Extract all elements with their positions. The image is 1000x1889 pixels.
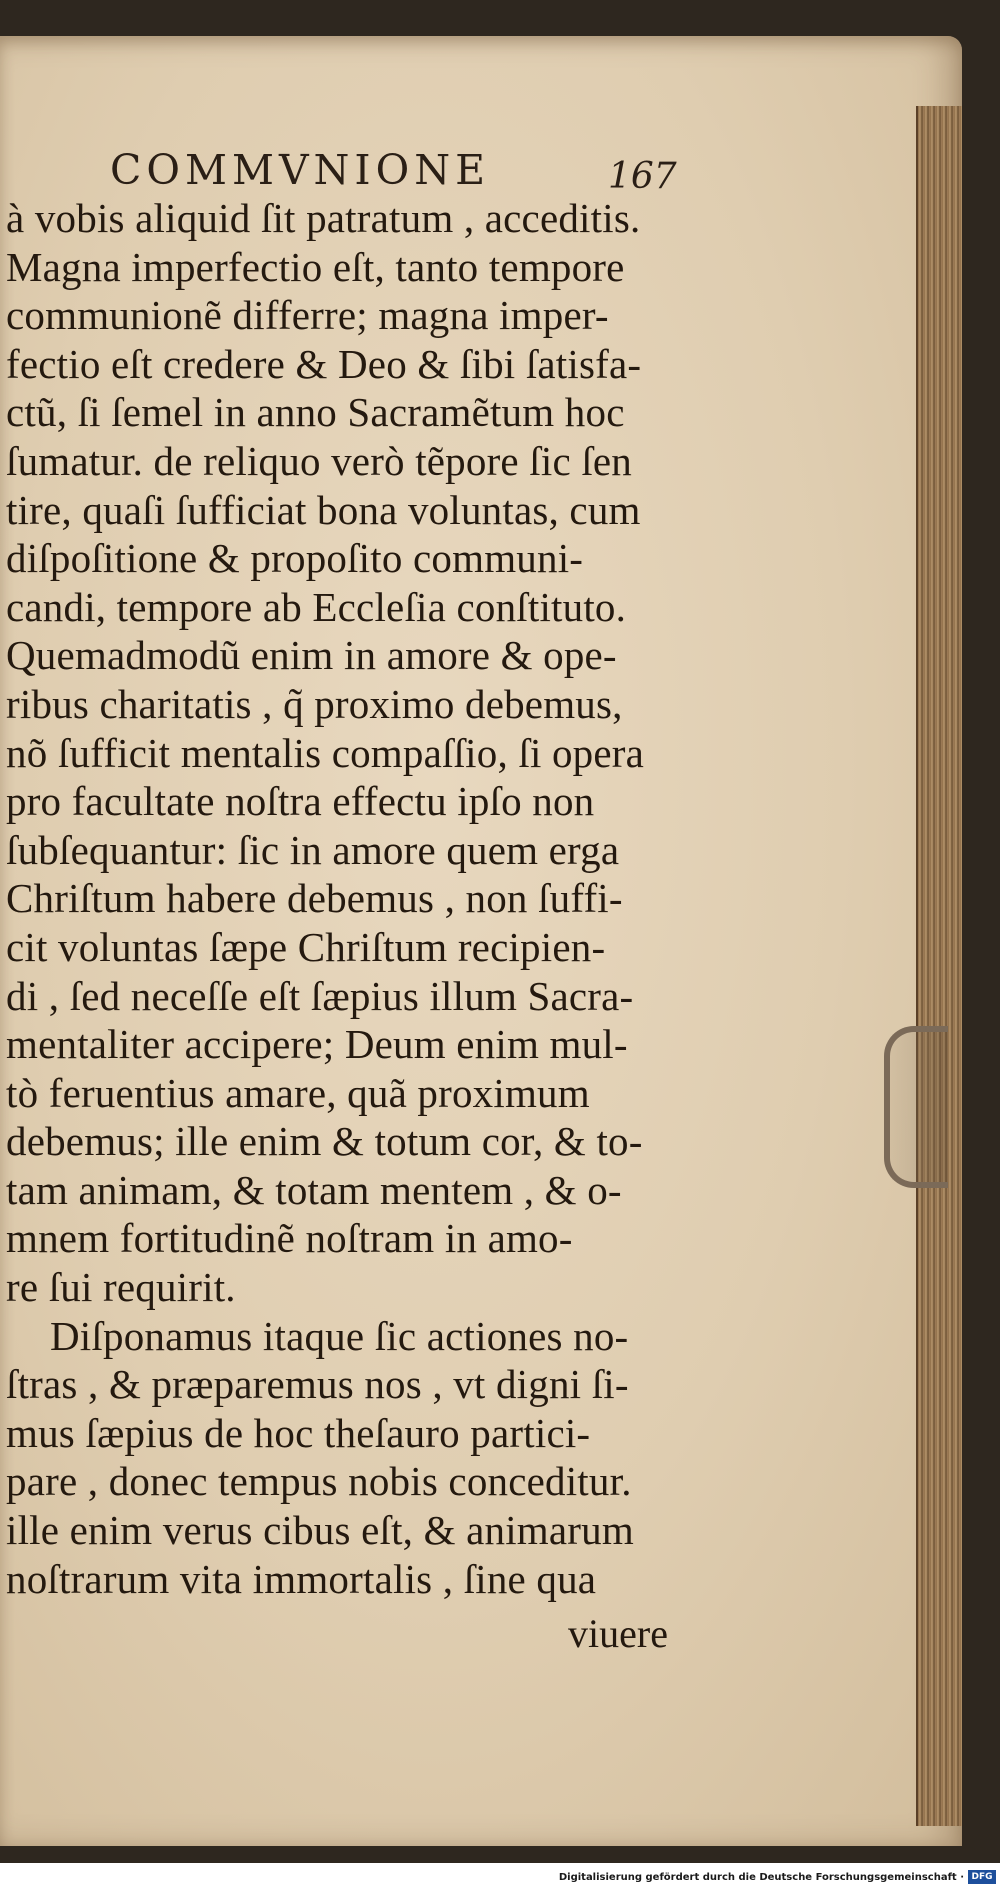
text-line: communionẽ differre; magna imper- [6,292,609,339]
text-line: tam animam, & totam mentem , & o- [6,1166,622,1213]
text-line: ſtras , & præparemus nos , vt digni ſi- [6,1361,629,1408]
text-line: Magna imperfectio eſt, tanto tempore [6,243,625,290]
text-line: à vobis aliquid ſit patratum , acceditis. [6,195,641,241]
text-line: nõ ſufficit mentalis compaſſio, ſi opera [6,729,645,776]
body-text [6,194,706,1603]
text-line: mnem fortitudinẽ noſtram in amo- [6,1215,573,1262]
text-line: re ſui requirit. [6,1264,236,1311]
book-page [0,36,962,1846]
book-clasp [884,1026,948,1188]
text-line: ctũ, ſi ſemel in anno Sacramẽtum hoc [6,389,625,436]
text-line: ſumatur. de reliquo verò tẽpore ſic ſen [6,437,633,484]
footer-bar [0,1863,1000,1889]
funding-credit: Digitalisierung gefördert durch die Deutsche Forschungsgemeinschaft · [558,1872,964,1883]
text-line: mentaliter accipere; Deum enim mul- [6,1021,628,1068]
text-line: pro facultate noſtra effectu ipſo non [6,778,595,825]
text-line: candi, tempore ab Eccleſia conſtituto. [6,583,627,630]
text-line: pare , donec tempus nobis conceditur. [6,1458,632,1505]
text-line: tò feruentius amare, quã proximum [6,1069,590,1116]
text-line: diſpoſitione & propoſito communi- [6,535,584,582]
text-line: debemus; ille enim & totum cor, & to- [6,1118,643,1165]
text-line: tire, quaſi ſufficiat bona voluntas, cum [6,486,641,533]
running-head: COMMVNIONE [110,146,491,194]
text-line: cit voluntas ſæpe Chriſtum recipien- [6,923,606,970]
text-line: di , ſed neceſſe eſt ſæpius illum Sacra- [6,972,634,1019]
text-line: Quemadmodũ enim in amore & ope- [6,632,617,679]
text-line: noſtrarum vita immortalis , ſine qua [6,1555,597,1602]
text-line: ribus charitatis , q̃ proximo debemus, [6,680,623,727]
text-line: ille enim verus cibus eſt, & animarum [6,1507,634,1554]
text-line: fectio eſt credere & Deo & ſibi ſatisfa- [6,340,642,387]
dfg-logo: DFG [968,1870,996,1884]
page-number: 167 [608,156,677,197]
page-edges [916,106,962,1826]
text-line: ſubſequantur: ſic in amore quem erga [6,826,620,873]
catchword: viuere [568,1611,668,1656]
text-line: Diſponamus itaque ſic actiones no- [50,1312,629,1359]
text-line: Chriſtum habere debemus , non ſuffi- [6,875,623,922]
text-line: mus ſæpius de hoc theſauro partici- [6,1409,591,1456]
